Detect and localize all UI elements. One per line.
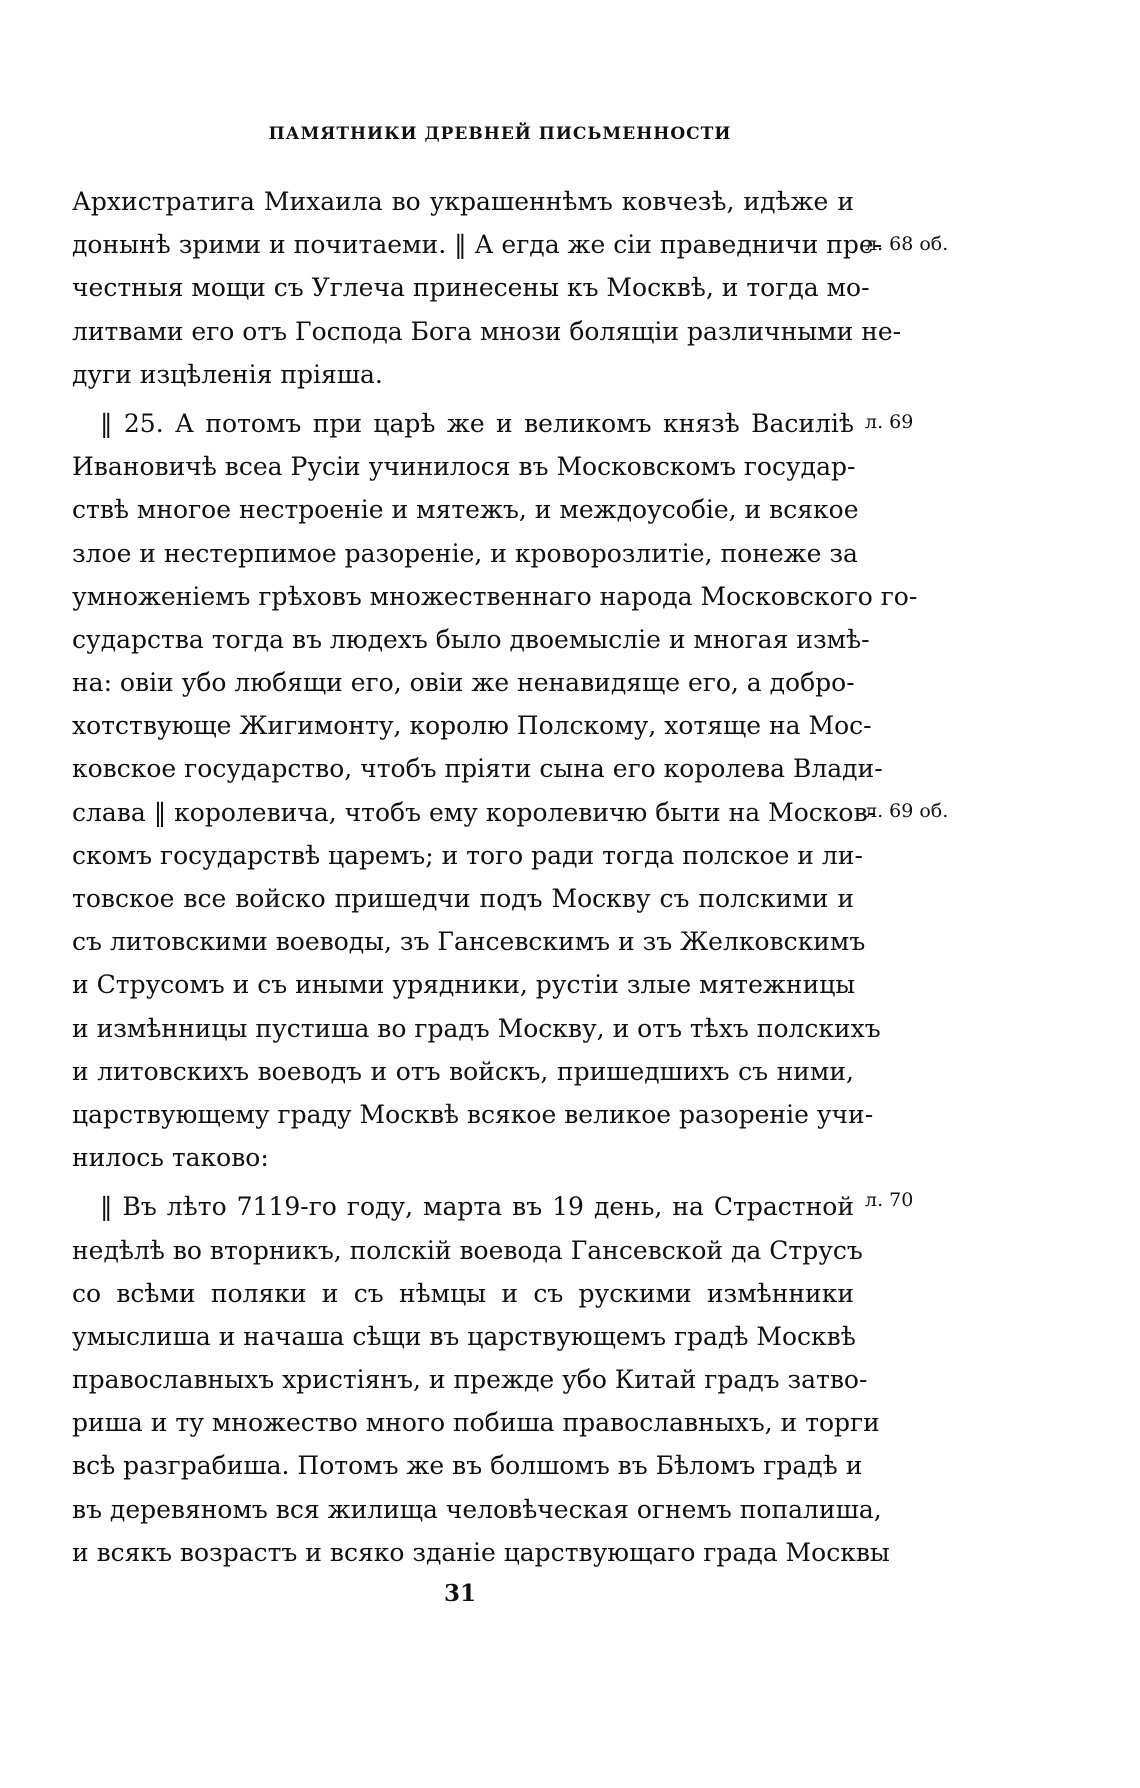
running-head-title: ПАМЯТНИКИ ДРЕВНЕЙ ПИСЬМЕННОСТИ: [268, 124, 732, 144]
text-line: слава ‖ королевича, чтобъ ему королевичю быти на Москов-: [72, 797, 876, 827]
text-line: хотствующе Жигимонту, королю Полскому, хотяще на Мос-: [72, 711, 872, 741]
text-line: Ивановичѣ всеа Русіи учинилося въ Московскомъ государ-: [72, 452, 856, 482]
text-line: въ деревяномъ вся жилища человѣческая огнемъ попалиша,: [72, 1494, 882, 1524]
page-number: 31: [443, 1580, 476, 1607]
text-line: на: овіи убо любящи его, овіи же ненавидяще его, а добро-: [72, 668, 855, 698]
text-line: литвами его отъ Господа Бога мнози болящіи различными не-: [72, 316, 902, 346]
text-line: злое и нестерпимое разореніе, и кроворозлитіе, понеже за: [72, 538, 858, 568]
margin-folio-note: л. 68 об.: [865, 233, 949, 256]
margin-folio-note: л. 70: [865, 1189, 914, 1211]
text-line: ‖ 25. А потомъ при царѣ же и великомъ князѣ Василіѣ: [100, 408, 854, 438]
text-line: скомъ государствѣ царемъ; и того ради тогда полское и ли-: [72, 840, 863, 870]
text-line: и всякъ возрастъ и всяко зданіе царствующаго града Москвы: [72, 1537, 890, 1567]
text-line: ‖ Въ лѣто 7119-го году, марта въ 19 день, на Страстной: [100, 1192, 854, 1222]
margin-folio-note: л. 69: [865, 411, 914, 434]
text-line: и измѣнницы пустиша во градъ Москву, и отъ тѣхъ полскихъ: [72, 1013, 881, 1043]
margin-folio-note: л. 69 об.: [865, 800, 949, 822]
text-line: дуги изцѣленія пріяша.: [72, 359, 383, 389]
text-line: ковское государство, чтобъ пріяти сына его королева Влади-: [72, 754, 883, 784]
text-line: и Струсомъ и съ иными урядники, рустіи злые мятежницы: [72, 970, 856, 1000]
text-line: всѣ разграбиша. Потомъ же въ болшомъ въ Бѣломъ градѣ и: [72, 1451, 863, 1481]
text-line: сударства тогда въ людехъ было двоемысліе и многая измѣ-: [72, 624, 870, 654]
text-line: ствѣ многое нестроеніе и мятежъ, и междоусобіе, и всякое: [72, 495, 859, 525]
text-line: товское все войско пришедчи подъ Москву съ полскими и: [72, 884, 854, 913]
text-line: нилось таково:: [72, 1143, 269, 1173]
text-line: донынѣ зрими и почитаеми. ‖ А егда же сіи праведничи пре-: [72, 230, 883, 260]
text-line: недѣлѣ во вторникъ, полскій воевода Гансевской да Струсъ: [72, 1235, 863, 1265]
text-line: умноженіемъ грѣховъ множественнаго народа Московского го-: [72, 581, 918, 611]
text-line: православныхъ христіянъ, и прежде убо Китай градъ затво-: [72, 1365, 868, 1395]
text-line: честныя мощи съ Углеча принесены къ Москвѣ, и тогда мо-: [72, 273, 870, 303]
text-line: царствующему граду Москвѣ всякое великое разореніе учи-: [72, 1099, 874, 1129]
text-line: съ литовскими воеводы, зъ Гансевскимъ и зъ Желковскимъ: [72, 927, 866, 957]
text-line: и литовскихъ воеводъ и отъ войскъ, пришедшихъ съ ними,: [72, 1056, 854, 1086]
text-line: умыслиша и начаша сѣщи въ царствующемъ градѣ Москвѣ: [72, 1321, 856, 1351]
text-line: Архистратига Михаила во украшеннѣмъ ковчезѣ, идѣже и: [72, 187, 854, 216]
text-line: со всѣми поляки и съ нѣмцы и съ рускими измѣнники: [72, 1278, 854, 1308]
text-line: риша и ту множество много побиша православныхъ, и торги: [72, 1408, 880, 1438]
